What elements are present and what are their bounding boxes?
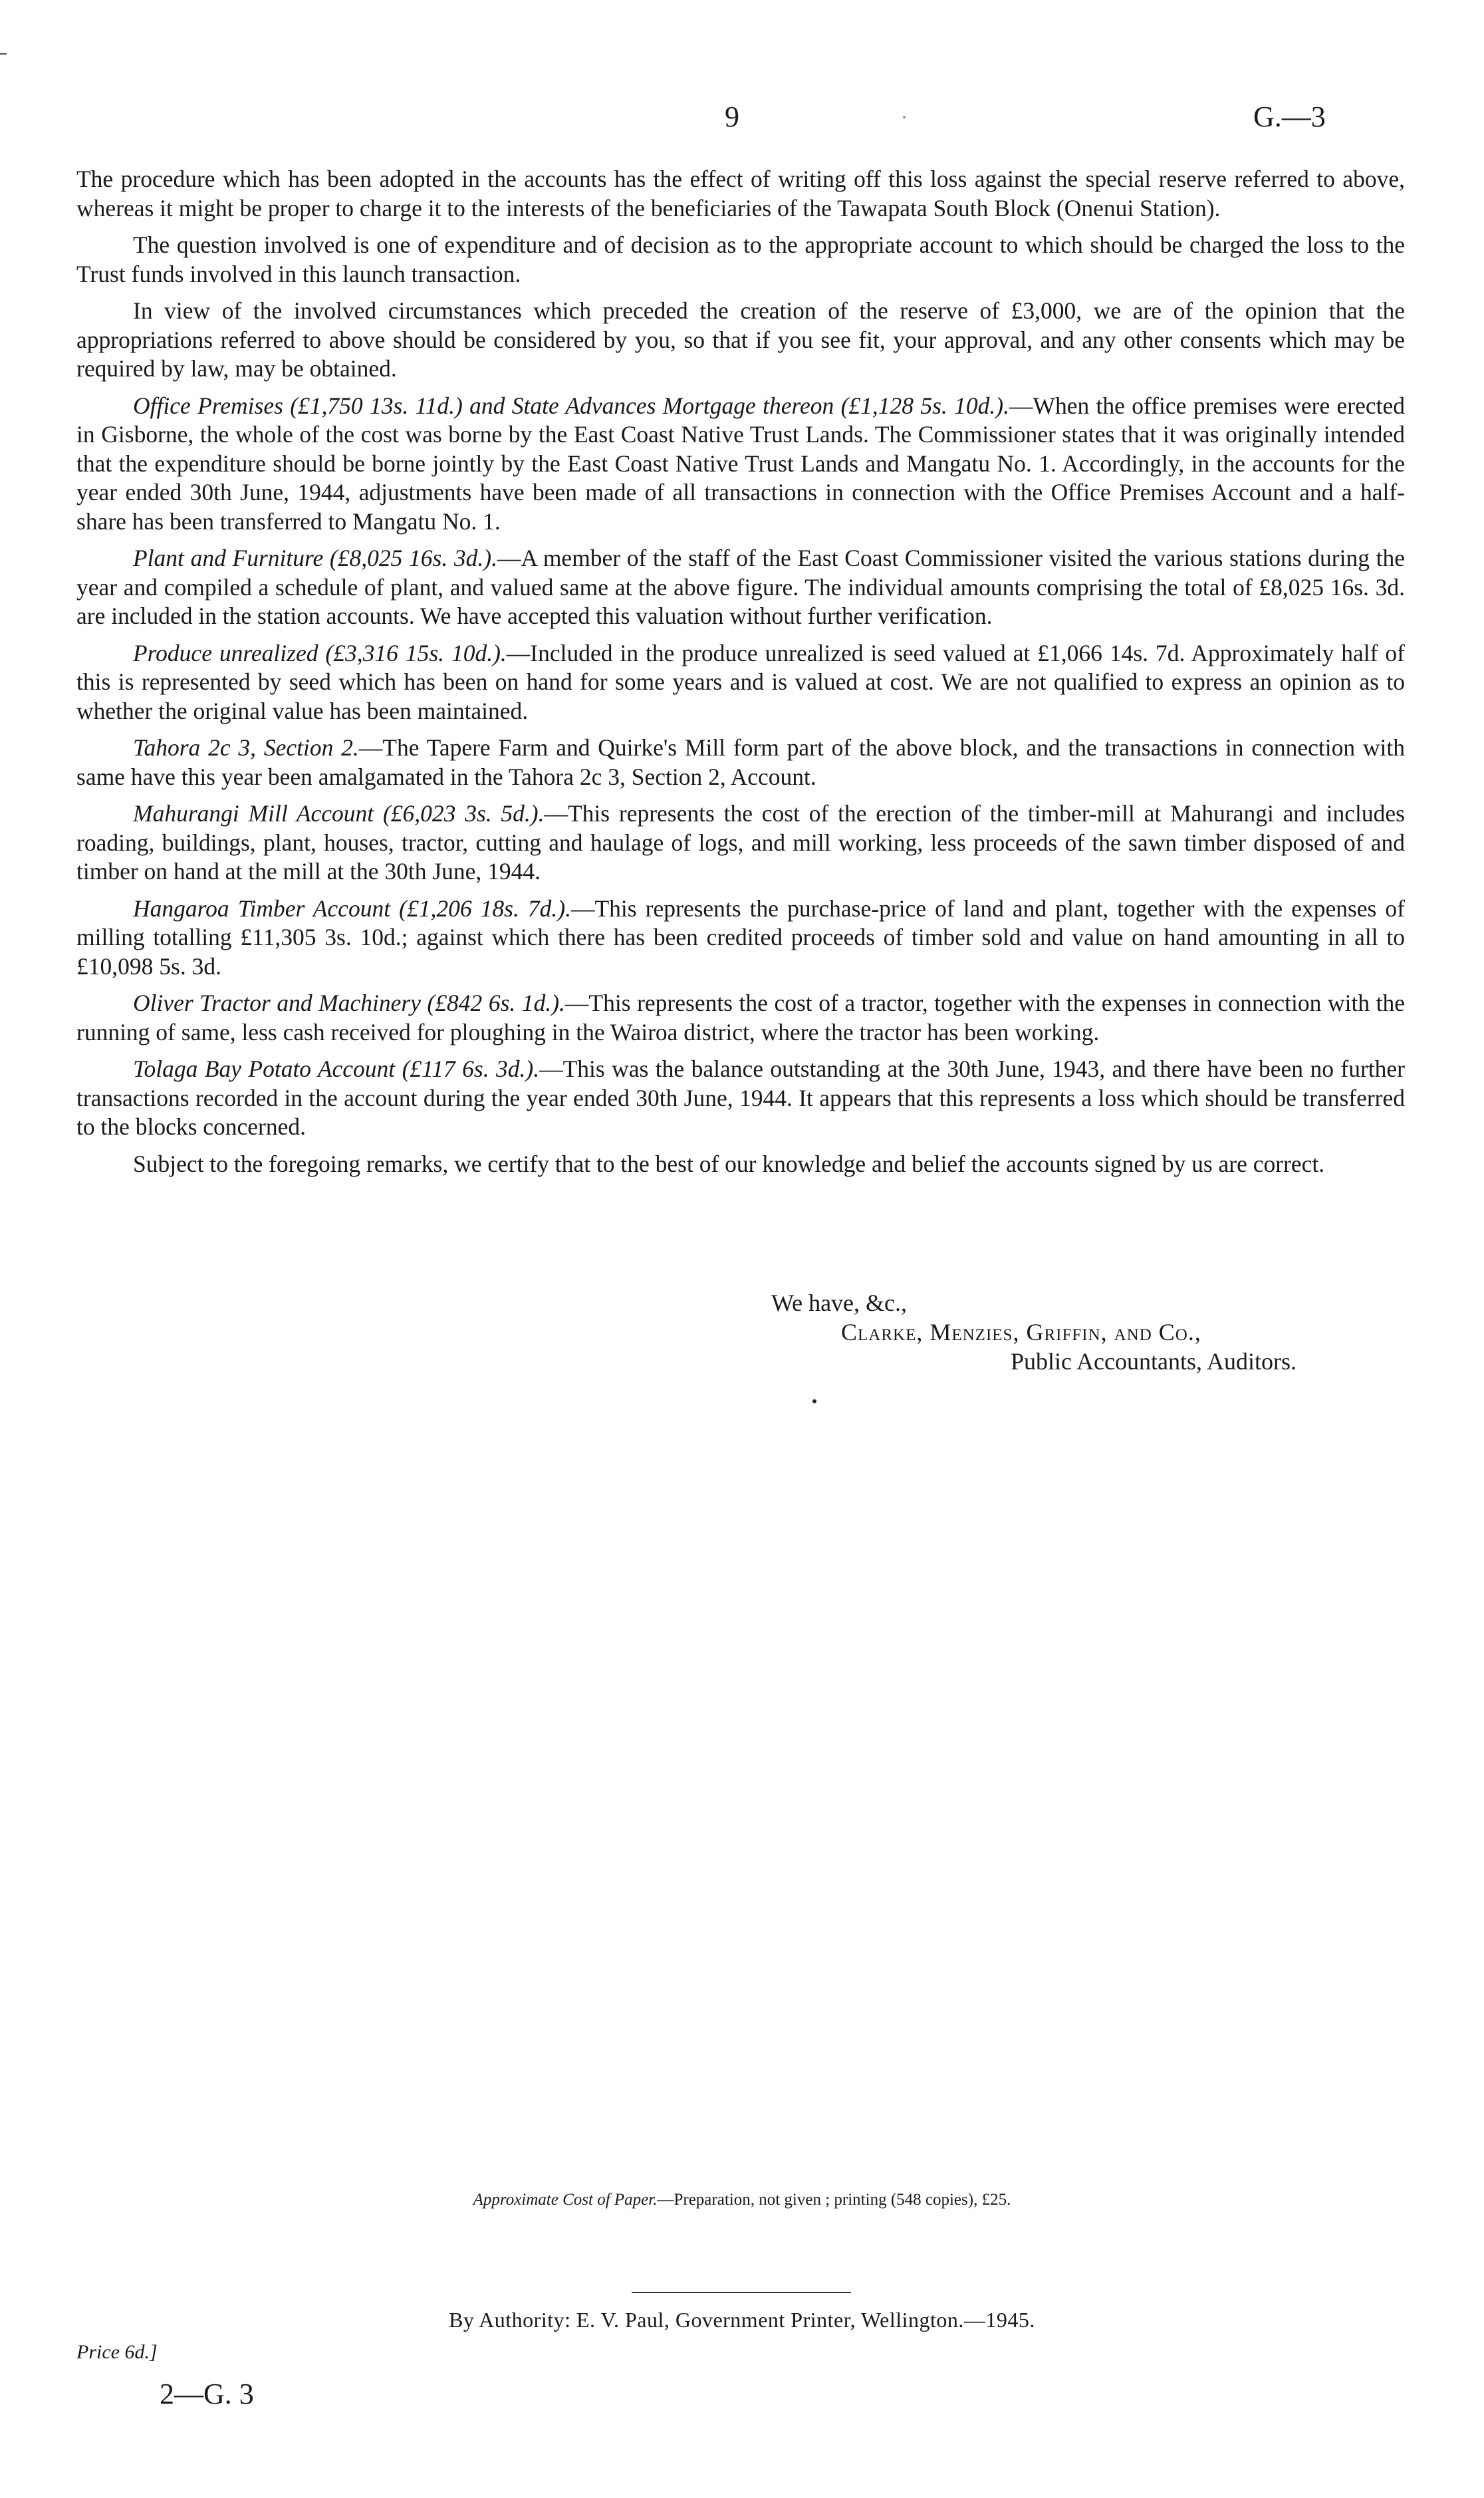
paragraph-question: The question involved is one of expenditure and of decision as to the appropriate account to which should be charged the loss to the Trust funds involved in this launch transaction. — [76, 231, 1405, 287]
price: Price 6d.] — [76, 2341, 158, 2363]
paragraph-procedure: The procedure which has been adopted in the accounts has the effect of writing off this loss against the special reserve referred to above, whereas it might be proper to charge it to the interests of the beneficiaries of the Tawapata South Block (Onenui Station). — [76, 166, 1405, 221]
margin-mark — [0, 53, 7, 55]
heading-produce-unrealized: Produce unrealized (£3,316 15s. 10d.). — [133, 639, 507, 666]
paragraph-produce-unrealized — [76, 639, 1405, 726]
text-hangaroa-timber: —This represents the purchase-price of land and plant, together with the expenses of milling totalling £11,305 3s. 10d.; against which there has been credited proceeds of timber sold and value on hand amounting in all to £10,098 5s. 3d. — [76, 895, 1405, 980]
text-mahurangi-mill: —This represents the cost of the erection of the timber-mill at Mahurangi and includes roading, buildings, plant, houses, tractor, cutting and haulage of logs, and mill working, less proceeds of the sawn timber disposed of and timber on hand at the mill at the 30th June, 1944. — [76, 800, 1405, 885]
heading-office-premises: Office Premises (£1,750 13s. 11d.) and State Advances Mortgage thereon (£1,128 5s. 10d.). — [133, 392, 1009, 419]
text-produce-unrealized: —Included in the produce unrealized is seed valued at £1,066 14s. 7d. Approximately half of this is represented by seed which has been on hand for some years and is valued at cost. We are not qualified to express an opinion as to whether the original value has been maintained. — [76, 639, 1405, 724]
heading-plant-furniture: Plant and Furniture (£8,025 16s. 3d.). — [133, 545, 497, 571]
paragraph-reserve-opinion: In view of the involved circumstances which preceded the creation of the reserve of £3,000, we are of the opinion that the appropriations referred to above should be considered by you, so that if you see fit, your approval, and any other consents which may be required by law, may be obtained. — [76, 297, 1405, 382]
heading-hangaroa-timber: Hangaroa Timber Account (£1,206 18s. 7d.). — [133, 895, 571, 922]
footer-rule — [632, 2292, 851, 2293]
text-tolaga-bay: —This was the balance outstanding at the 30th June, 1943, and there have been no further transactions recorded in the account during the year ended 30th June, 1944. It appears that this represents a loss which should be transferred to the blocks concerned. — [76, 1055, 1405, 1140]
heading-oliver-tractor: Oliver Tractor and Machinery (£842 6s. 1d.). — [133, 990, 565, 1016]
stray-dot — [812, 1399, 816, 1403]
text-oliver-tractor: —This represents the cost of a tractor, together with the expenses in connection with the running of same, less cash received for ploughing in the Wairoa district, where the tractor has been working. — [76, 990, 1405, 1045]
paragraph-tolaga-bay — [76, 1055, 1405, 1142]
document-reference: G.—3 — [1253, 100, 1326, 133]
heading-tolaga-bay: Tolaga Bay Potato Account (£117 6s. 3d.). — [133, 1055, 540, 1082]
heading-tahora: Tahora 2c 3, Section 2. — [133, 734, 359, 761]
text-plant-furniture: —A member of the staff of the East Coast Commissioner visited the various stations during the year and compiled a schedule of plant, and valued same at the above figure. The individual amounts comprising the total of £8,025 16s. 3d. are included in the station accounts. We have accepted this valuation without further verification. — [76, 545, 1405, 629]
paragraph-hangaroa-timber — [76, 895, 1405, 982]
signature-salutation: We have, &c., — [771, 1290, 908, 1316]
page-number: 9 — [725, 100, 739, 133]
printer-authority: By Authority: E. V. Paul, Government Printer, Wellington.—1945. — [449, 2308, 1035, 2332]
print-reference: 2—G. 3 — [160, 2378, 254, 2410]
signature-title: Public Accountants, Auditors. — [1011, 1348, 1297, 1375]
signature-firm: Clarke, Menzies, Griffin, and Co., — [841, 1319, 1201, 1345]
text-office-premises: —When the office premises were erected in Gisborne, the whole of the cost was borne by the East Coast Native Trust Lands. The Commissioner states that it was originally intended that the expenditure should be borne jointly by the East Coast Native Trust Lands and Mangatu No. 1. Accordingly, in the accounts for the year ended 30th June, 1944, adjustments have been made of all transactions in connection with the Office Premises Account and a half-share has been transferred to Mangatu No. 1. — [76, 392, 1405, 535]
cost-of-paper-note — [0, 2191, 1484, 2209]
text-tahora: —The Tapere Farm and Quirke's Mill form part of the above block, and the transactions in connection with same have this year been amalgamated in the Tahora 2c 3, Section 2, Account. — [76, 734, 1406, 790]
cost-label: Approximate Cost of Paper. — [473, 2191, 658, 2209]
paragraph-plant-furniture — [76, 544, 1405, 631]
heading-mahurangi-mill: Mahurangi Mill Account (£6,023 3s. 5d.). — [133, 800, 545, 827]
paragraph-tahora — [76, 734, 1405, 791]
paragraph-oliver-tractor — [76, 989, 1405, 1047]
paragraph-mahurangi-mill — [76, 799, 1405, 887]
cost-text: —Preparation, not given ; printing (548 copies), £25. — [657, 2191, 1011, 2209]
paragraph-office-premises — [76, 392, 1405, 537]
header-dot: · — [901, 106, 908, 128]
paragraph-certification: Subject to the foregoing remarks, we certify that to the best of our knowledge and belief the accounts signed by us are correct. — [133, 1150, 1325, 1177]
body-text — [76, 165, 1405, 1186]
